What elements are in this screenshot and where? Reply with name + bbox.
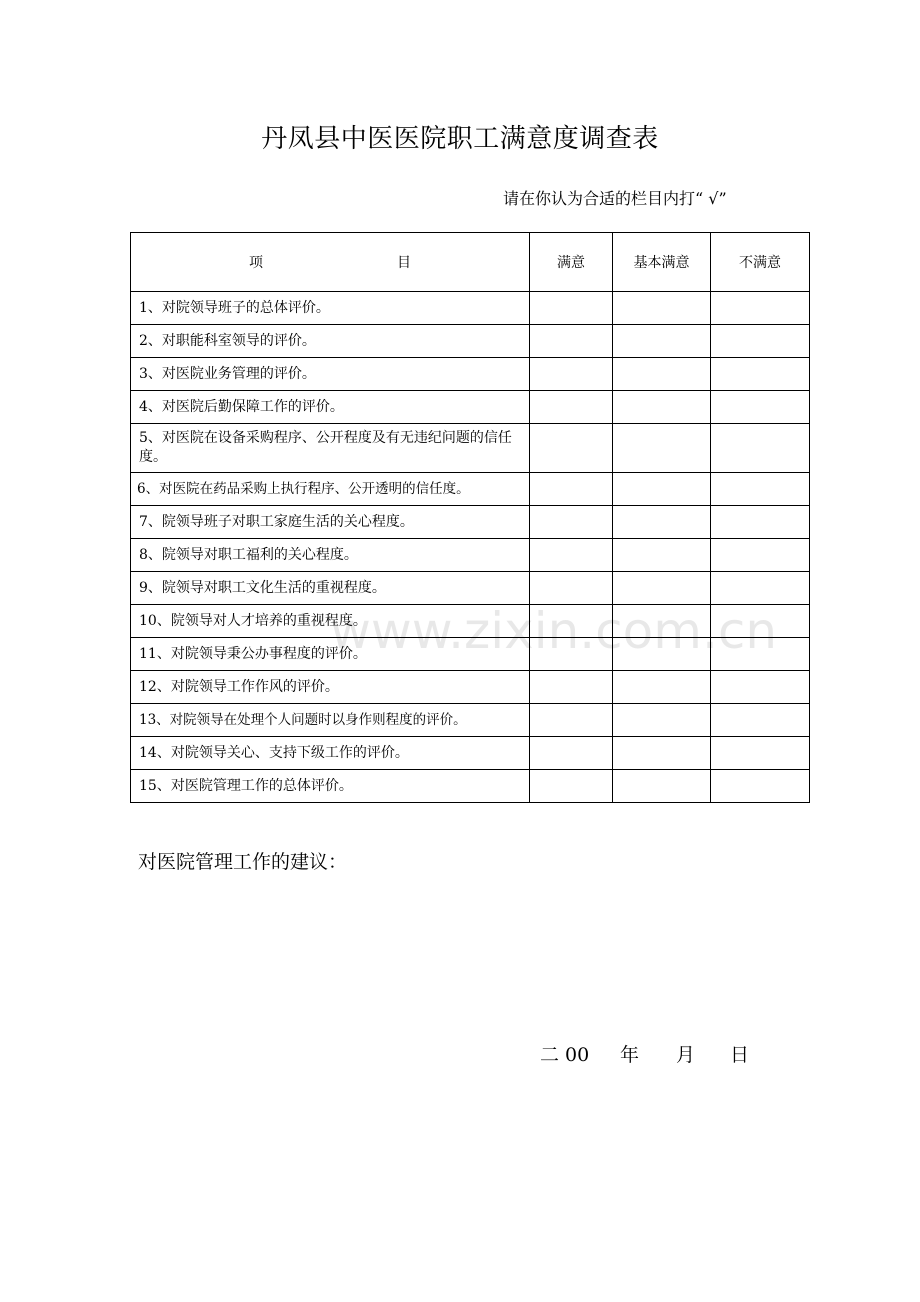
cell-basically-satisfied[interactable] [613,770,711,803]
header-dissatisfied: 不满意 [711,233,810,292]
survey-table [130,232,810,803]
cell-basically-satisfied[interactable] [613,671,711,704]
row-item-label: 6、对医院在药品采购上执行程序、公开透明的信任度。 [131,473,530,506]
table-row [131,539,810,572]
cell-basically-satisfied[interactable] [613,358,711,391]
cell-basically-satisfied[interactable] [613,292,711,325]
suggestion-label: 对医院管理工作的建议： [138,851,348,873]
cell-dissatisfied[interactable] [711,539,810,572]
date-day: 日 [730,1044,750,1066]
cell-dissatisfied[interactable] [711,292,810,325]
cell-satisfied[interactable] [530,704,613,737]
cell-basically-satisfied[interactable] [613,391,711,424]
table-row [131,605,810,638]
table-row [131,671,810,704]
row-item-label: 14、对院领导关心、支持下级工作的评价。 [131,737,530,770]
cell-basically-satisfied[interactable] [613,572,711,605]
table-row [131,358,810,391]
row-item-label: 2、对职能科室领导的评价。 [131,325,530,358]
table-row [131,391,810,424]
row-item-label: 12、对院领导工作作风的评价。 [131,671,530,704]
header-item [131,233,530,292]
cell-basically-satisfied[interactable] [613,638,711,671]
cell-basically-satisfied[interactable] [613,539,711,572]
table-row [131,770,810,803]
date-month: 月 [676,1044,696,1066]
date-year-prefix: 二 00 [540,1044,590,1066]
table-row [131,638,810,671]
cell-dissatisfied[interactable] [711,358,810,391]
row-item-label: 10、院领导对人才培养的重视程度。 [131,605,530,638]
cell-basically-satisfied[interactable] [613,605,711,638]
table-row [131,737,810,770]
cell-satisfied[interactable] [530,292,613,325]
header-satisfied: 满意 [530,233,613,292]
cell-basically-satisfied[interactable] [613,424,711,473]
table-row [131,572,810,605]
cell-satisfied[interactable] [530,638,613,671]
cell-dissatisfied[interactable] [711,473,810,506]
cell-dissatisfied[interactable] [711,572,810,605]
header-item-part1: 项 [249,255,263,271]
cell-satisfied[interactable] [530,605,613,638]
cell-satisfied[interactable] [530,358,613,391]
cell-dissatisfied[interactable] [711,638,810,671]
cell-basically-satisfied[interactable] [613,704,711,737]
cell-basically-satisfied[interactable] [613,473,711,506]
date-line [540,1040,749,1067]
page-title: 丹凤县中医医院职工满意度调查表 [261,124,659,154]
date-year: 年 [620,1044,640,1066]
cell-satisfied[interactable] [530,473,613,506]
table-row [131,292,810,325]
cell-basically-satisfied[interactable] [613,506,711,539]
cell-satisfied[interactable] [530,391,613,424]
cell-dissatisfied[interactable] [711,325,810,358]
row-item-label: 4、对医院后勤保障工作的评价。 [131,391,530,424]
row-item-label: 13、对院领导在处理个人问题时以身作则程度的评价。 [131,704,530,737]
row-item-label: 7、院领导班子对职工家庭生活的关心程度。 [131,506,530,539]
row-item-label: 15、对医院管理工作的总体评价。 [131,770,530,803]
row-item-label: 11、对院领导秉公办事程度的评价。 [131,638,530,671]
cell-dissatisfied[interactable] [711,671,810,704]
instruction-text: 请在你认为合适的栏目内打“ √” [503,189,727,208]
row-item-label: 9、院领导对职工文化生活的重视程度。 [131,572,530,605]
cell-satisfied[interactable] [530,572,613,605]
cell-basically-satisfied[interactable] [613,325,711,358]
cell-dissatisfied[interactable] [711,391,810,424]
table-row [131,704,810,737]
cell-dissatisfied[interactable] [711,506,810,539]
cell-satisfied[interactable] [530,424,613,473]
cell-basically-satisfied[interactable] [613,737,711,770]
table-row [131,506,810,539]
cell-satisfied[interactable] [530,506,613,539]
table-row [131,424,810,473]
table-header-row [131,233,810,292]
watermark: www.zixin.com.cn [330,602,778,660]
row-item-label: 5、对医院在设备采购程序、公开程度及有无违纪问题的信任度。 [131,424,530,473]
table-row [131,325,810,358]
cell-dissatisfied[interactable] [711,737,810,770]
row-item-label: 3、对医院业务管理的评价。 [131,358,530,391]
cell-satisfied[interactable] [530,325,613,358]
row-item-label: 8、院领导对职工福利的关心程度。 [131,539,530,572]
cell-satisfied[interactable] [530,737,613,770]
cell-satisfied[interactable] [530,671,613,704]
cell-satisfied[interactable] [530,770,613,803]
row-item-label: 1、对院领导班子的总体评价。 [131,292,530,325]
cell-satisfied[interactable] [530,539,613,572]
header-item-part2: 目 [397,255,411,271]
cell-dissatisfied[interactable] [711,605,810,638]
cell-dissatisfied[interactable] [711,424,810,473]
table-row [131,473,810,506]
cell-dissatisfied[interactable] [711,704,810,737]
cell-dissatisfied[interactable] [711,770,810,803]
header-basically-satisfied: 基本满意 [613,233,711,292]
